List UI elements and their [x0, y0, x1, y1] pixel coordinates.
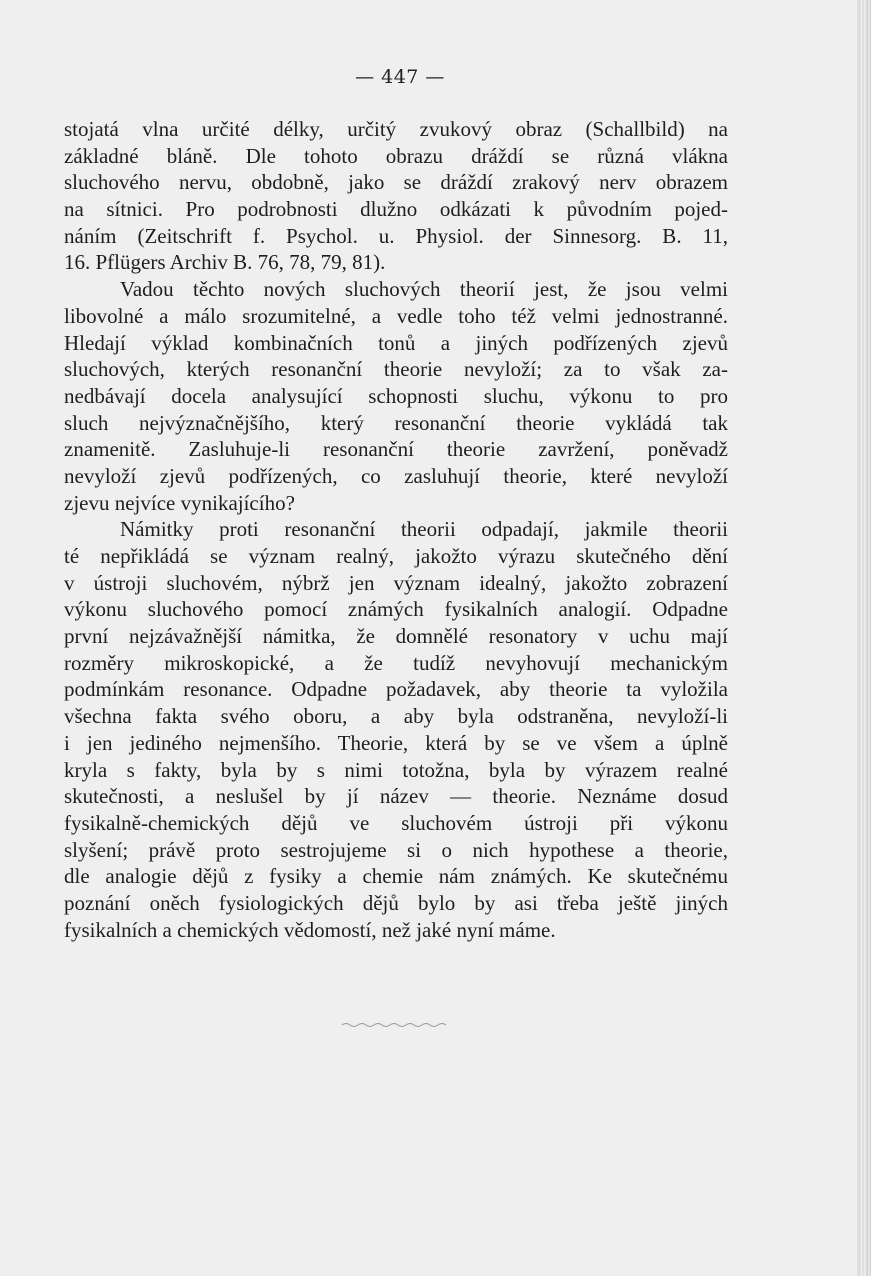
text-line: Hledají výklad kombinačních tonů a jiných podřízených zjevů: [64, 330, 728, 355]
text-line: výkonu sluchového pomocí známých fysikalních analogií. Odpadne: [64, 597, 728, 622]
text-line: nevyloží zjevů podřízených, co zasluhují theorie, které nevyloží: [64, 463, 728, 488]
text-line: první nejzávažnější námitka, že domnělé resonatory v uchu mají: [64, 624, 728, 649]
text-line: té nepřikládá se význam realný, jakožto výrazu skutečného dění: [64, 544, 728, 568]
text-line: skutečnosti, a neslušel by jí název — theorie. Neznáme dosud: [64, 784, 728, 809]
page-number: — 447 —: [355, 66, 445, 88]
text-line: sluchových, kterých resonanční theorie nevyloží; za to však za-: [64, 357, 728, 382]
text-line: fysikalně-chemických dějů ve sluchovém ústroji při výkonu: [64, 810, 728, 835]
text-line: libovolné a málo srozumitelné, a vedle toho též velmi jednostranné.: [64, 303, 728, 328]
text-line: základné bláně. Dle tohoto obrazu dráždí se různá vlákna: [64, 143, 728, 168]
text-line: nedbávají docela analysující schopnosti sluchu, výkonu to pro: [64, 383, 728, 408]
text-line: rozměry mikroskopické, a že tudíž nevyhovují mechanickým: [64, 650, 728, 675]
end-ornament: [340, 1020, 450, 1030]
page-binding-edge: [857, 0, 871, 1276]
text-line: na sítnici. Pro podrobnosti dlužno odkázati k původním pojed-: [64, 197, 728, 222]
text-line: stojatá vlna určité délky, určitý zvukový obraz (Schallbild) na: [64, 117, 728, 141]
text-line: Námitky proti resonanční theorii odpadají, jakmile theorii: [120, 517, 728, 542]
text-line: sluchového nervu, obdobně, jako se dráždí zrakový nerv obrazem: [64, 170, 728, 195]
text-line: všechna fakta svého oboru, a aby byla odstraněna, nevyloží-li: [64, 704, 728, 729]
text-line: v ústroji sluchovém, nýbrž jen význam idealný, jakožto zobrazení: [64, 570, 728, 595]
text-line: fysikalních a chemických vědomostí, než jaké nyní máme.: [64, 917, 556, 942]
text-line: poznání oněch fysiologických dějů bylo by asi třeba ještě jiných: [64, 890, 728, 915]
text-line: dle analogie dějů z fysiky a chemie nám známých. Ke skutečnému: [64, 864, 728, 889]
text-line: Vadou těchto nových sluchových theorií jest, že jsou velmi: [120, 277, 728, 302]
text-line: znamenitě. Zasluhuje-li resonanční theorie zavržení, poněvadž: [64, 437, 728, 462]
text-line: podmínkám resonance. Odpadne požadavek, aby theorie ta vyložila: [64, 677, 728, 702]
text-line: 16. Pflügers Archiv B. 76, 78, 79, 81).: [64, 250, 386, 275]
body-text: [64, 116, 728, 943]
text-line: náním (Zeitschrift f. Psychol. u. Physiol. der Sinnesorg. B. 11,: [64, 223, 728, 248]
text-line: slyšení; právě proto sestrojujeme si o nich hypothese a theorie,: [64, 837, 728, 862]
text-line: i jen jediného nejmenšího. Theorie, která by se ve všem a úplně: [64, 730, 728, 755]
text-line: sluch nejvýznačnějšího, který resonanční theorie vykládá tak: [64, 410, 728, 435]
text-line: zjevu nejvíce vynikajícího?: [64, 490, 295, 515]
text-line: kryla s fakty, byla by s nimi totožna, byla by výrazem realné: [64, 757, 728, 782]
